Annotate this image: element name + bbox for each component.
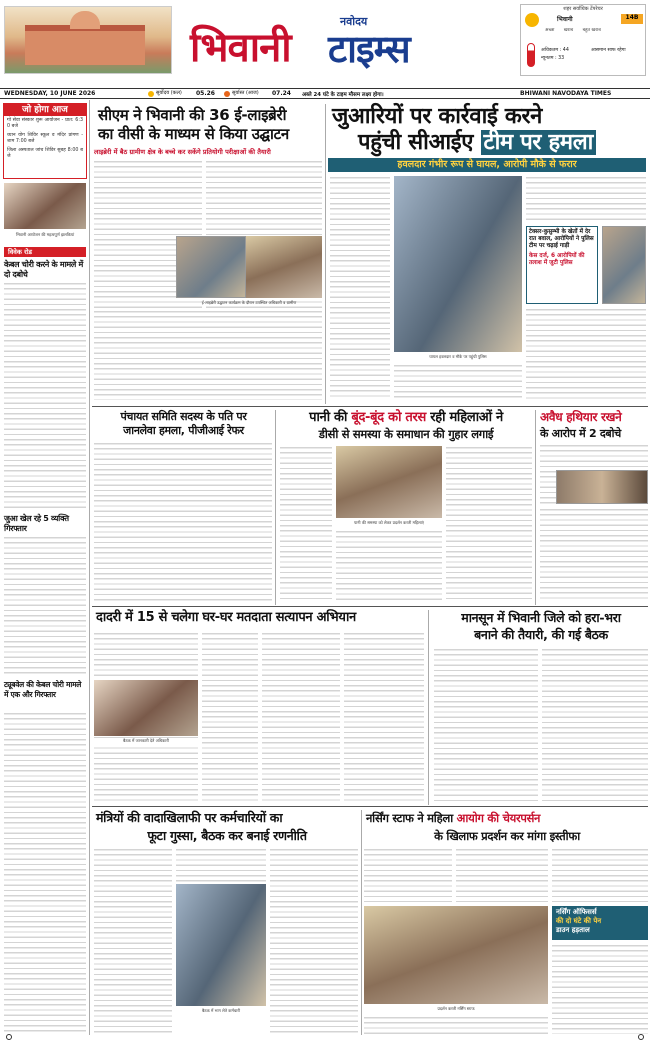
sunset-icon <box>224 91 230 97</box>
logo-navodaya: नवोदय <box>340 15 368 28</box>
left-photo-caption: भिवानी आयोजन की महत्वपूर्ण झलकियां <box>15 232 75 237</box>
edition-date: WEDNESDAY, 10 JUNE 2026 <box>4 90 96 97</box>
voter-headline: दादरी में 15 से चलेगा घर-घर मतदाता सत्यापन अभियान <box>96 610 356 625</box>
mid-center-col-1 <box>280 446 332 602</box>
side-box-line-3: डाउन हड़ताल <box>556 926 590 934</box>
sunset-time: 07.24 <box>272 90 291 97</box>
today-header: जो होगा आज <box>4 104 86 116</box>
voter-photo <box>94 680 198 736</box>
monsoon-headline-b: बनाने की तैयारी, की गई बैठक <box>474 627 608 642</box>
today-box <box>3 103 87 179</box>
left-story-2 <box>4 536 86 676</box>
mid-center-col-3 <box>446 446 532 602</box>
lead-headline-b: का वीसी के माध्यम से किया उद्घाटन <box>98 125 289 143</box>
top-right-col-2 <box>394 364 522 400</box>
sunrise-icon <box>148 91 154 97</box>
nursing-caption: प्रदर्शन करती नर्सिंग स्टाफ <box>437 1006 475 1011</box>
top-right-sidebar <box>526 226 598 304</box>
voter-col-4 <box>344 632 424 802</box>
mid-left-headline-a: पंचायत समिति सदस्य के पति पर <box>120 410 247 423</box>
sunrise-time: 05.26 <box>196 90 215 97</box>
employee-col-3 <box>270 848 358 1034</box>
temp-max: अधिकतम : 44 <box>541 48 569 53</box>
left-photo <box>4 183 86 229</box>
top-right-headline-b <box>358 130 648 156</box>
mid-left-headline-b: जानलेवा हमला, पीजीआई रेफर <box>123 424 244 437</box>
masthead-photo <box>4 6 172 74</box>
employee-caption: बैठक में भाग लेते कर्मचारी <box>202 1008 240 1013</box>
nursing-photo <box>364 906 548 1004</box>
top-right-col-3 <box>526 176 646 222</box>
aqi-badge: 14B <box>621 14 643 24</box>
lead-body-3 <box>94 310 322 400</box>
monsoon-col-2 <box>542 648 648 802</box>
lead-photo-1 <box>176 236 246 298</box>
mid-right-body-2 <box>540 508 648 602</box>
left-headline-1: केबल चोरी करने के मामले में दो दबोचे <box>4 260 84 279</box>
mid-center-photo <box>336 446 442 518</box>
nursing-headline-b: के खिलाफ प्रदर्शन कर मांगा इस्तीफा <box>434 829 580 843</box>
lead-photo-caption: ई-लाइब्रेरी उद्घाटन कार्यक्रम के दौरान उपस्थित अधिकारी व ग्रामीण <box>201 300 297 305</box>
monsoon-headline-a: मानसून में भिवानी जिले को हरा-भरा <box>461 610 621 625</box>
nursing-col-4 <box>552 848 648 902</box>
sidebar-head: टेक्सर-कुसुम्भी के खेतों में देर रात बवाल, आरोपियों ने पुलिस टीम पर चढ़ाई गाड़ी <box>529 229 594 250</box>
nursing-headline-hl: आयोग की चेयरपर्सन <box>456 811 541 825</box>
lead-headline-a: सीएम ने भिवानी की 36 ई-लाइब्रेरी <box>98 106 287 124</box>
nursing-headline-pre: नर्सिंग स्टाफ ने महिला <box>366 811 457 825</box>
today-item-1: गो सेवा संस्कार शुरू आयोजन - प्रात: 6:30 बजे <box>7 118 83 129</box>
left-headline-3: ट्यूबवेल की केबल चोरी मामले में एक और गिरफ्तार <box>4 680 82 699</box>
mid-right-headline-a: अवैध हथियार रखने <box>540 410 622 424</box>
mid-center-post: रही महिलाओं ने <box>426 410 503 425</box>
register-mark-right <box>638 1034 644 1040</box>
nursing-col-3 <box>364 1016 548 1036</box>
thermometer-icon <box>527 43 535 67</box>
side-box-line-2: की दो घंटे की पेन <box>556 917 602 925</box>
employee-col-1 <box>94 848 172 1034</box>
newspaper-logo <box>190 16 470 70</box>
mid-center-caption: पानी की समस्या को लेकर प्रदर्शन करती महिलाएं <box>354 520 424 525</box>
top-right-deck: हवलदार गंभीर रूप से घायल, आरोपी मौके से फरार <box>328 158 646 172</box>
aqi-bad: खराब <box>563 28 574 33</box>
mid-center-pre: पानी की <box>309 410 352 425</box>
headline-b-highlight: टीम पर हमला <box>481 130 597 155</box>
top-right-photo <box>394 176 522 352</box>
logo-times: टाइम्स <box>328 27 410 71</box>
nursing-headline-a <box>366 810 648 826</box>
temp-min: न्यूनतम : 33 <box>541 56 565 61</box>
employee-photo <box>176 884 266 1006</box>
sunrise-label: सूर्योदय (कल) <box>156 90 182 96</box>
sun-icon <box>525 13 539 27</box>
mid-center-headline-2: डीसी से समस्या के समाधान की गुहार लगाई <box>318 427 494 441</box>
weather-note: आसमान साफ रहेगा <box>591 48 626 53</box>
weather-city: भिवानी <box>557 16 573 23</box>
left-story-1 <box>4 282 86 510</box>
voter-caption: बैठक में जानकारी देते अधिकारी <box>94 738 198 746</box>
edition-name: BHIWANI NAVODAYA TIMES <box>520 90 612 97</box>
today-item-3: जिला अस्पताल जांच शिविर सुबह 8:00 बजे <box>7 148 83 159</box>
aqi-good: अच्छा <box>545 28 555 33</box>
weather-title: शहर सर्वाधिक टेंपरेचर <box>563 6 603 12</box>
mid-center-highlight: बूंद-बूंद को तरस <box>351 410 426 425</box>
mid-right-headline-b: के आरोप में 2 दबोचे <box>540 427 621 440</box>
nursing-col-1 <box>364 848 452 902</box>
employee-col-2 <box>176 848 266 882</box>
register-mark-left <box>6 1034 12 1040</box>
voter-col-3 <box>262 632 340 802</box>
monsoon-col-1 <box>434 648 538 802</box>
logo-bhiwani: भिवानी <box>190 25 291 71</box>
voter-col-2 <box>202 632 258 802</box>
mid-right-photo <box>556 470 648 504</box>
sunset-label: सूर्यास्त (आज) <box>232 90 259 96</box>
employee-headline-b: फूटा गुस्सा, बैठक कर बनाई रणनीति <box>147 828 307 843</box>
left-story-3 <box>4 712 86 1032</box>
nursing-col-5 <box>552 944 648 1034</box>
top-right-photo-caption: घायल हवलदार व मौके पर पहुंची पुलिस <box>429 354 487 359</box>
top-right-col-4 <box>526 308 646 400</box>
date-bar <box>0 88 650 99</box>
top-right-headline-a: जुआरियों पर कार्रवाई करने <box>332 104 543 129</box>
mid-left-body <box>94 442 272 602</box>
left-headline-2: जुआ खेल रहे 5 व्यक्ति गिरफ्तार <box>4 514 69 533</box>
mid-center-headline-1 <box>280 410 532 426</box>
weather-box <box>520 4 646 76</box>
lead-photo-2 <box>246 236 322 298</box>
nursing-col-2 <box>456 848 548 902</box>
side-box-line-1: नर्सिंग ऑफिसर्स <box>556 908 597 916</box>
headline-b-text: पहुंची सीआईए <box>358 130 481 155</box>
tagline: अब्ले 24 घंटे के टाइम मौसम लक्ष्य होगा। <box>302 92 384 98</box>
aqi-very-bad: बहुत खराब <box>582 28 601 33</box>
nursing-side-box <box>552 906 648 940</box>
sidebar-sub: केस दर्ज, 6 आरोपियों की तलाश में जुटी पुलिस <box>529 252 585 266</box>
lead-kicker: लाइब्रेरी में बैठ ग्रामीण क्षेत्र के बच्चे कर सकेंगे प्रतियोगी परीक्षाओं की तैयारी <box>94 148 271 156</box>
employee-headline-a: मंत्रियों की वादाखिलाफी पर कर्मचारियों का <box>96 810 283 825</box>
top-right-col-1 <box>330 176 390 400</box>
section-tag: विवेक रोड <box>4 247 86 257</box>
top-right-small-photo <box>602 226 646 304</box>
mid-center-col-2 <box>336 530 442 602</box>
today-item-2: ध्यान योग शिविर स्कूल व मंदिर प्रांगण - शाम 7:00 बजे <box>7 133 83 144</box>
